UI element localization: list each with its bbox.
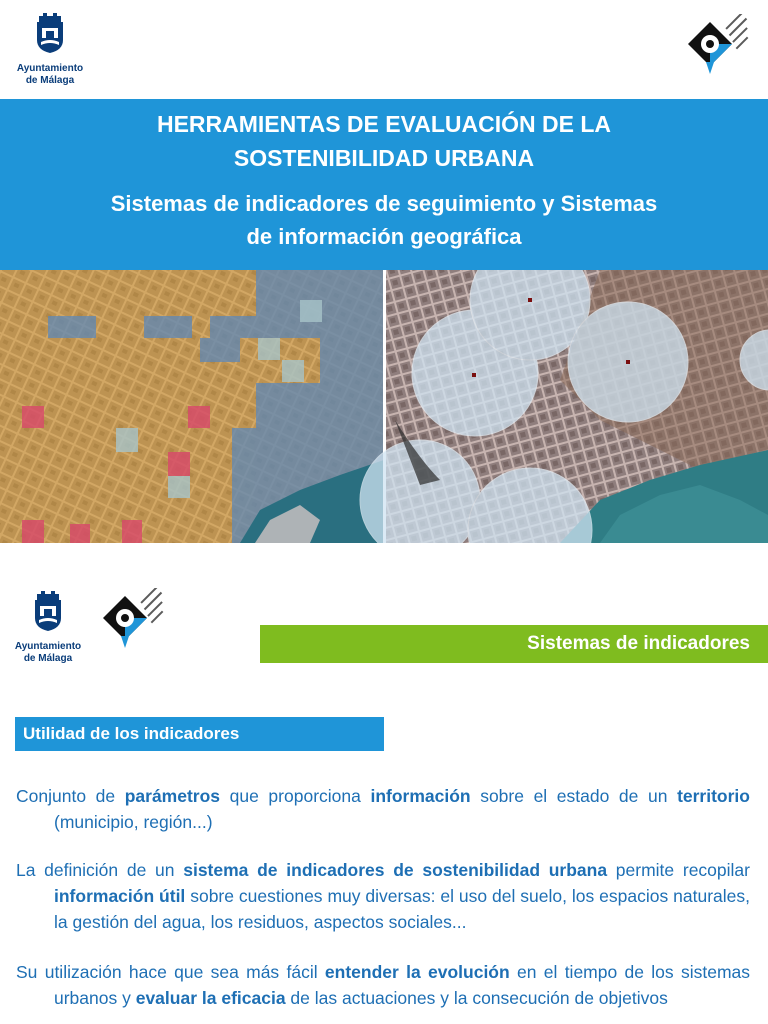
paragraph-1 (16, 783, 750, 835)
keyword: territorio (677, 786, 750, 806)
text: en el tiempo de los sistemas urbanos y (54, 962, 751, 1008)
paragraph-3 (16, 959, 750, 1011)
logo-text-line1: Ayuntamiento (14, 641, 82, 652)
aerial-maps-image (0, 270, 768, 543)
keyword: parámetros (124, 786, 221, 806)
sub-title: Sistemas de indicadores de seguimiento y Sistemas de información geográfica (110, 191, 658, 249)
logo-text-line1: Ayuntamiento (16, 63, 84, 74)
buffer-map (360, 270, 768, 543)
observatorio-logo-icon (99, 588, 169, 662)
keyword: sistema de indicadores de sostenibilidad urbana (183, 860, 608, 880)
keyword: información (370, 786, 471, 806)
ayuntamiento-logo (10, 12, 90, 87)
main-title: HERRAMIENTAS DE EVALUACIÓN DE LA SOSTENIBILIDAD URBANA (156, 111, 612, 171)
slide-indicadores (0, 543, 768, 1024)
paragraph-2 (16, 857, 750, 935)
section-title-bar: Sistemas de indicadores (260, 625, 768, 663)
text: de las actuaciones y la consecución de objetivos (285, 988, 668, 1008)
logo-text-line2: de Málaga (23, 653, 73, 664)
logo-text-line2: de Málaga (25, 75, 75, 86)
ayuntamiento-logo (8, 590, 88, 665)
text: Conjunto de (16, 786, 125, 806)
city-crest-icon (35, 12, 65, 54)
city-crest-icon (33, 590, 63, 632)
observatorio-logo-icon (684, 14, 754, 88)
text: sobre el estado de un (470, 786, 678, 806)
title-band (0, 99, 768, 270)
text: (municipio, región...) (54, 812, 213, 832)
text: permite recopilar (607, 860, 750, 880)
text: La definición de un (16, 860, 184, 880)
text: sobre cuestiones muy diversas: el uso del suelo, los espacios naturales, la gestión del agua, los residuos, aspectos sociales... (54, 886, 750, 932)
subheading-bar: Utilidad de los indicadores (15, 717, 384, 751)
text: que proporciona (220, 786, 371, 806)
keyword: información útil (54, 886, 186, 906)
keyword: entender la evolución (324, 962, 510, 982)
text: Su utilización hace que sea más fácil (16, 962, 325, 982)
keyword: evaluar la eficacia (135, 988, 286, 1008)
grid-map (0, 270, 384, 543)
